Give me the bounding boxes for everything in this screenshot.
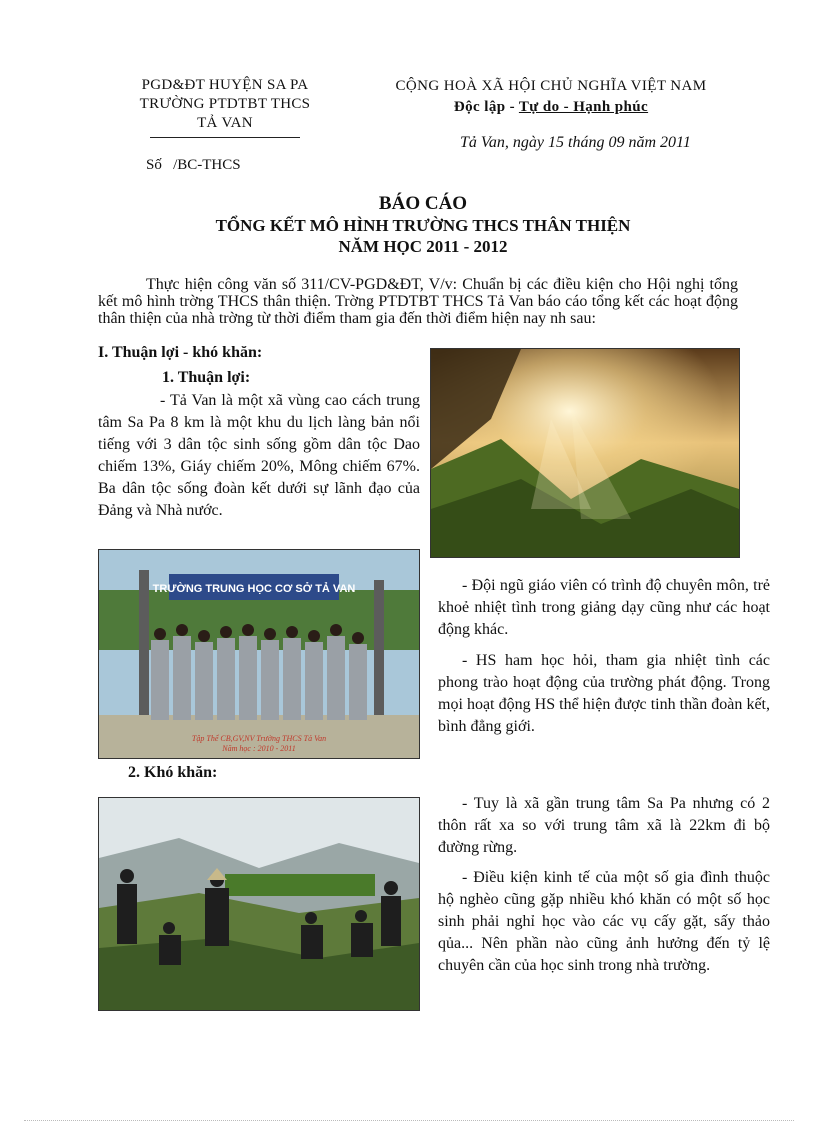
paragraph-students-text: - HS ham học hỏi, tham gia nhiệt tình các phong trào hoạt động của trường phát động. Trong mọi hoạt động HS thể hiện được tinh thần đoàn kết, bình đẳng giới. (438, 652, 770, 735)
section-heading-1: I. Thuận lợi - khó khăn: (98, 344, 263, 361)
farmers-illustration (99, 798, 419, 1010)
report-title (100, 193, 746, 257)
photo-caption-line-2: Năm học : 2010 - 2011 (222, 744, 296, 753)
motto-independence: Độc lập (453, 99, 506, 115)
paragraph-teachers-text: - Đội ngũ giáo viên có trình độ chuyên môn, trẻ khoẻ nhiệt tình trong giảng dạy cũng như các hoạt động khác. (438, 577, 770, 638)
photo-caption-line-1: Tập Thể CB,GV,NV Trường THCS Tả Van (191, 734, 327, 743)
subheading-advantages: 1. Thuận lợi: (162, 369, 251, 386)
issuer-line-3: TẢ VAN (197, 115, 253, 131)
issuer-line-1: PGD&ĐT HUYỆN SA PA (141, 77, 309, 93)
paragraph-economy-text: - Điều kiện kinh tế của một số gia đình thuộc hộ nghèo cũng gặp nhiều khó khăn có một số học sinh phải nghỉ học vào các vụ cấy gặt, sấy thảo qủa... Nên phần nào cũng ảnh hưởng đến tỷ lệ chuyên cần của học sinh trong nhà trường. (438, 869, 770, 974)
document-number: Số /BC-THCS (146, 157, 241, 173)
paragraph-distance-text: - Tuy là xã gần trung tâm Sa Pa nhưng có 2 thôn rất xa so với trung tâm xã là 22km đi bộ đường rừng. (438, 795, 770, 856)
document-date: Tả Van, ngày 15 tháng 09 năm 2011 (460, 134, 691, 151)
national-motto (454, 97, 648, 118)
issuer-rule (150, 137, 300, 138)
intro-paragraph: Thực hiện công văn số 311/CV-PGD&ĐT, V/v: Chuẩn bị các điều kiện cho Hội nghị tổng kết mô hình trờng THCS thân thiện. Trờng PTDTBT THCS Tả Van báo cáo tổng kết các hoạt động thân thiện của nhà trờng từ thời điểm tham gia đến thời điểm hiện nay nh sau: (98, 276, 738, 327)
school-sign-text: TRƯỜNG TRUNG HỌC CƠ SỞ TẢ VAN (152, 583, 356, 595)
issuer-line-2: TRƯỜNG PTDTBT THCS (139, 96, 311, 112)
paragraph-distance (438, 793, 770, 859)
title-line-3: NĂM HỌC 2011 - 2012 (338, 237, 508, 256)
motto-freedom-happiness: Tự do - Hạnh phúc (518, 99, 649, 115)
motto-separator: - (505, 99, 519, 115)
subheading-difficulties: 2. Khó khăn: (128, 764, 218, 781)
national-header (356, 76, 746, 118)
paragraph-economy (438, 867, 770, 977)
farmers-photo (98, 797, 420, 1011)
valley-photo (430, 348, 740, 558)
page-bottom-rule (24, 1120, 794, 1121)
school-group-illustration (99, 550, 419, 758)
national-title: CỘNG HOÀ XÃ HỘI CHỦ NGHĨA VIỆT NAM (395, 78, 707, 94)
issuer-block (100, 76, 350, 138)
paragraph-students (438, 650, 770, 738)
school-group-photo (98, 549, 420, 759)
paragraph-teachers (438, 575, 770, 641)
paragraph-ta-van (98, 390, 420, 522)
paragraph-ta-van-text: - Tả Van là một xã vùng cao cách trung tâm Sa Pa 8 km là một khu du lịch làng bản nổi tiếng với 3 dân tộc sinh sống gồm dân tộc Dao chiếm 13%, Giáy chiếm 20%, Mông chiếm 67%. Ba dân tộc sống đoàn kết dưới sự lãnh đạo của Đảng và Nhà nước. (98, 392, 420, 519)
valley-illustration (431, 349, 739, 557)
title-line-2: TỔNG KẾT MÔ HÌNH TRƯỜNG THCS THÂN THIỆN (215, 216, 631, 235)
title-line-1: BÁO CÁO (378, 193, 468, 214)
